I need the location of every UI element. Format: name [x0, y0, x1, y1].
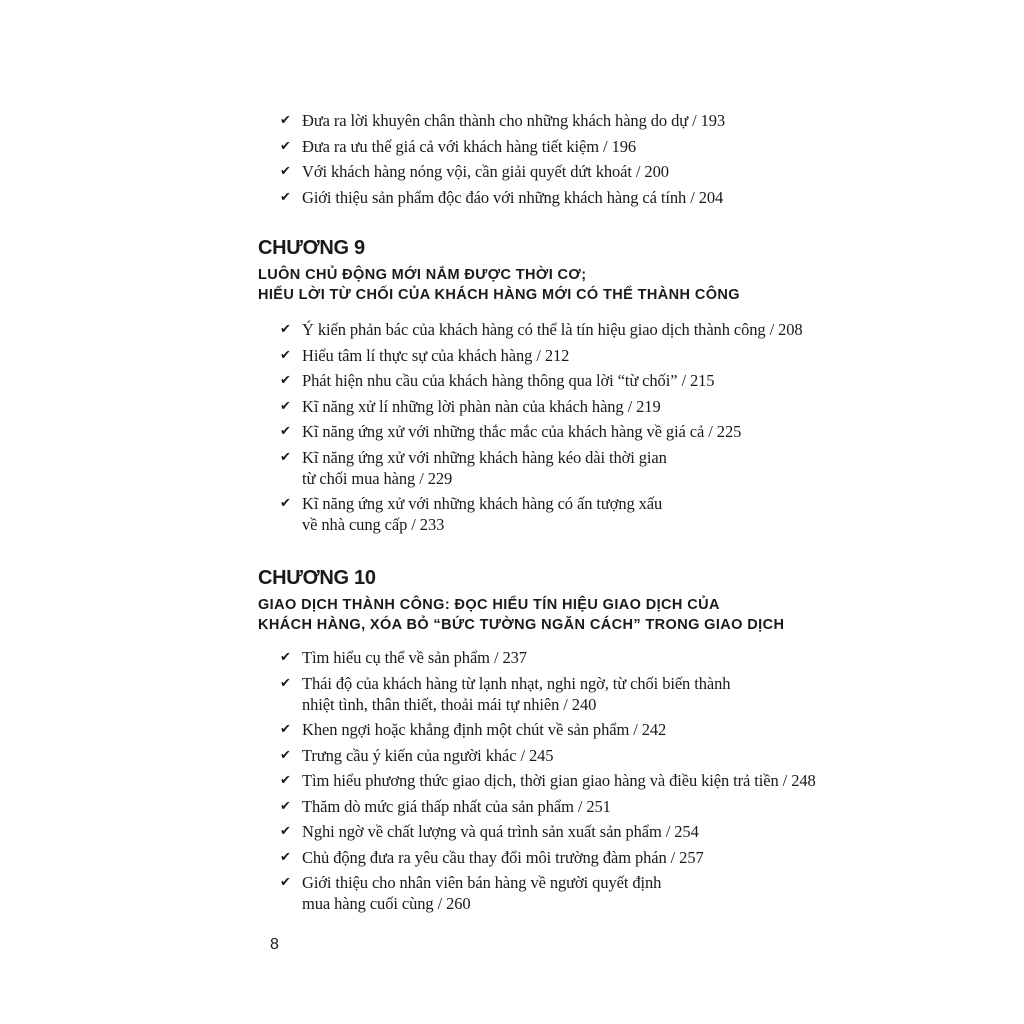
toc-entry-text: Hiểu tâm lí thực sự của khách hàng: [302, 345, 533, 365]
checkmark-icon: ✔: [280, 722, 291, 737]
checkmark-icon: ✔: [280, 424, 291, 439]
checkmark-icon: ✔: [280, 773, 291, 788]
toc-entry-page: 219: [636, 396, 661, 416]
toc-entry: [258, 821, 818, 842]
chapter-10-subtitle-line-2: KHÁCH HÀNG, XÓA BỎ “BỨC TƯỜNG NGĂN CÁCH” TRONG GIAO DỊCH: [258, 617, 785, 633]
toc-entry-text: Kĩ năng ứng xử với những khách hàng có ấn tượng xấu về nhà cung cấp: [302, 494, 663, 534]
toc-entry-text: Thái độ của khách hàng từ lạnh nhạt, nghi ngờ, từ chối biến thành nhiệt tình, thân thiết, thoải mái tự nhiên: [302, 673, 731, 714]
toc-entry-page: 215: [689, 371, 715, 390]
checkmark-icon: ✔: [280, 675, 291, 691]
toc-entry-separator: /: [666, 847, 680, 867]
chapter-9-subtitle: [258, 265, 818, 305]
toc-entry-page: 248: [791, 771, 816, 790]
toc-entry-separator: /: [415, 468, 428, 488]
toc-entry-text: Nghi ngờ về chất lượng và quá trình sản xuất sản phẩm: [302, 822, 662, 841]
chapter-10-subtitle: [258, 595, 818, 635]
toc-entry-text: Tìm hiểu cụ thể về sản phẩm: [302, 648, 490, 667]
toc-entry-text: Chủ động đưa ra yêu cầu thay đổi môi trường đàm phán: [302, 847, 667, 867]
checkmark-icon: ✔: [280, 373, 291, 388]
toc-entry-text: Kĩ năng ứng xử với những khách hàng kéo dài thời gian từ chối mua hàng: [302, 447, 667, 488]
chapter-9-block: [258, 236, 818, 540]
toc-list: [258, 110, 818, 208]
toc-entry-text: Đưa ra ưu thế giá cả với khách hàng tiết kiệm: [302, 136, 600, 156]
toc-entry-text: Đưa ra lời khuyên chân thành cho những khách hàng do dự: [302, 111, 689, 130]
toc-entry-page: 242: [641, 720, 667, 739]
toc-list: [258, 319, 818, 535]
toc-entry-separator: /: [631, 162, 645, 181]
toc-entry-text: Kĩ năng xử lí những lời phàn nàn của khách hàng: [302, 396, 624, 416]
toc-entry: [258, 719, 818, 740]
toc-entry: [258, 396, 818, 417]
toc-entry-page: 254: [674, 822, 699, 841]
toc-entry: [258, 745, 818, 766]
toc-entry-text: Phát hiện nhu cầu của khách hàng thông qua lời “từ chối”: [302, 371, 678, 390]
toc-entry-separator: /: [516, 745, 529, 765]
toc-entry: [258, 647, 818, 668]
toc-entry-page: 208: [778, 320, 803, 339]
chapter-9-subtitle-line-1: LUÔN CHỦ ĐỘNG MỚI NẮM ĐƯỢC THỜI CƠ;: [258, 267, 587, 283]
top-items-block: [258, 110, 818, 212]
toc-entry-separator: /: [661, 822, 675, 841]
toc-entry-separator: /: [778, 771, 792, 790]
toc-entry: [258, 345, 818, 366]
checkmark-icon: ✔: [280, 164, 291, 179]
toc-entry-page: 240: [571, 694, 597, 714]
toc-entry-separator: /: [629, 720, 642, 739]
chapter-10-subtitle-line-1: GIAO DỊCH THÀNH CÔNG: ĐỌC HIỂU TÍN HIỆU GIAO DỊCH CỦA: [258, 597, 720, 613]
toc-entry-separator: /: [688, 111, 701, 130]
toc-entry-separator: /: [489, 648, 503, 667]
toc-entry: [258, 187, 818, 208]
toc-entry-page: 200: [644, 162, 669, 181]
toc-entry-separator: /: [559, 694, 572, 714]
toc-entry-page: 193: [700, 111, 726, 130]
toc-entry: [258, 770, 818, 791]
toc-entry: [258, 421, 818, 442]
toc-entry-page: 237: [502, 648, 527, 667]
chapter-9-title: CHƯƠNG 9: [258, 237, 365, 259]
toc-entry: [258, 110, 818, 131]
checkmark-icon: ✔: [280, 824, 291, 839]
toc-entry: [258, 493, 818, 535]
toc-entry: [258, 447, 818, 489]
toc-entry-text: Trưng cầu ý kiến của người khác: [302, 745, 517, 765]
toc-entry: [258, 847, 818, 868]
checkmark-icon: ✔: [280, 113, 291, 128]
toc-entry-page: 229: [427, 468, 453, 488]
toc-entry: [258, 319, 818, 340]
chapter-9-subtitle-line-2: HIỂU LỜI TỪ CHỐI CỦA KHÁCH HÀNG MỚI CÓ THỂ THÀNH CÔNG: [258, 287, 740, 303]
toc-entry-page: 245: [529, 745, 554, 765]
toc-entry: [258, 872, 818, 914]
checkmark-icon: ✔: [280, 798, 291, 814]
checkmark-icon: ✔: [280, 496, 291, 511]
toc-entry-text: Thăm dò mức giá thấp nhất của sản phẩm: [302, 796, 574, 816]
toc-entry: [258, 673, 818, 715]
toc-entry: [258, 136, 818, 157]
toc-entry-text: Kĩ năng ứng xử với những thắc mắc của khách hàng về giá cả: [302, 422, 705, 441]
toc-entry: [258, 161, 818, 182]
toc-entry-page: 233: [419, 515, 445, 534]
toc-entry-separator: /: [407, 515, 420, 534]
chapter-10-block: [258, 566, 818, 919]
toc-entry-separator: /: [686, 187, 699, 207]
toc-entry: [258, 796, 818, 817]
toc-entry-separator: /: [433, 894, 447, 913]
checkmark-icon: ✔: [280, 138, 291, 154]
toc-entry-separator: /: [573, 796, 587, 816]
checkmark-icon: ✔: [280, 347, 291, 363]
checkmark-icon: ✔: [280, 650, 291, 665]
toc-entry-page: 204: [698, 187, 724, 207]
checkmark-icon: ✔: [280, 322, 291, 337]
checkmark-icon: ✔: [280, 398, 291, 414]
toc-entry-page: 196: [611, 136, 637, 156]
toc-list: [258, 647, 818, 914]
toc-entry-page: 260: [446, 894, 471, 913]
toc-entry-text: Với khách hàng nóng vội, cần giải quyết dứt khoát: [302, 162, 632, 181]
toc-entry-separator: /: [704, 422, 717, 441]
chapter-10-title: CHƯƠNG 10: [258, 567, 376, 589]
checkmark-icon: ✔: [280, 849, 291, 865]
toc-entry-page: 225: [716, 422, 742, 441]
toc-entry: [258, 370, 818, 391]
toc-entry-separator: /: [599, 136, 612, 156]
toc-entry-page: 257: [679, 847, 704, 867]
checkmark-icon: ✔: [280, 449, 291, 465]
checkmark-icon: ✔: [280, 747, 291, 763]
checkmark-icon: ✔: [280, 189, 291, 205]
toc-entry-page: 251: [586, 796, 611, 816]
toc-entry-separator: /: [532, 345, 545, 365]
toc-entry-separator: /: [623, 396, 637, 416]
toc-entry-separator: /: [677, 371, 690, 390]
toc-entry-text: Giới thiệu cho nhân viên bán hàng về người quyết định mua hàng cuối cùng: [302, 873, 662, 913]
page-number: 8: [270, 936, 279, 953]
checkmark-icon: ✔: [280, 875, 291, 890]
toc-entry-text: Tìm hiểu phương thức giao dịch, thời gian giao hàng và điều kiện trả tiền: [302, 771, 779, 790]
toc-entry-text: Giới thiệu sản phẩm độc đáo với những khách hàng cá tính: [302, 187, 687, 207]
toc-entry-separator: /: [765, 320, 779, 339]
toc-entry-text: Ý kiến phản bác của khách hàng có thể là tín hiệu giao dịch thành công: [302, 320, 766, 339]
toc-entry-page: 212: [544, 345, 570, 365]
toc-entry-text: Khen ngợi hoặc khẳng định một chút về sản phẩm: [302, 720, 630, 739]
